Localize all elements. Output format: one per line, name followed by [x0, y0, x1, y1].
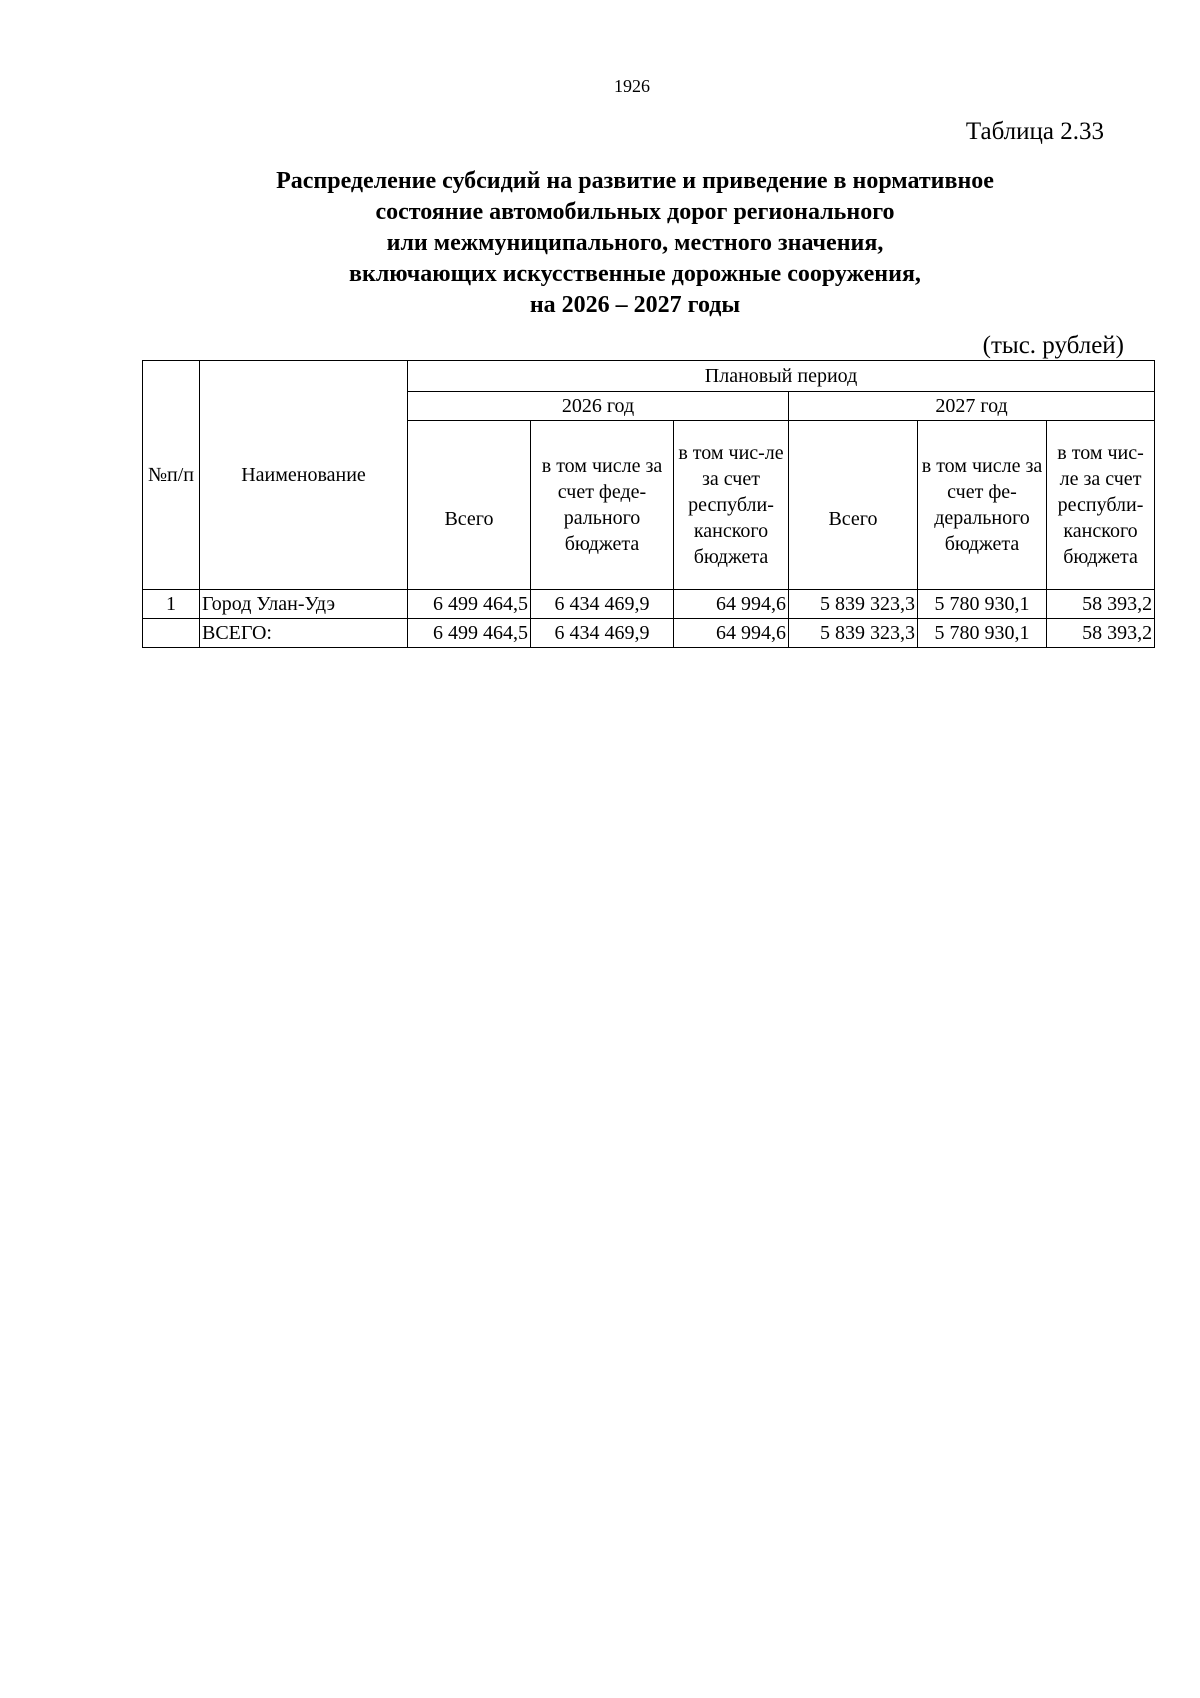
- cell-federal-2026: 6 434 469,9: [531, 619, 674, 648]
- cell-total-2027: 5 839 323,3: [789, 590, 918, 619]
- header-planned-period: [408, 361, 1155, 392]
- header-year-2026-label: 2026 год: [561, 395, 635, 417]
- page-number: 1926: [614, 76, 650, 96]
- header-year-2027: [789, 392, 1155, 421]
- cell-total-2026: 6 499 464,5: [408, 619, 531, 648]
- title-line-3: или межмуниципального, местного значения,: [386, 230, 884, 256]
- cell-federal-2027: 5 780 930,1: [918, 619, 1047, 648]
- title-line-2: состояние автомобильных дорог регионального: [375, 199, 895, 225]
- header-republic-2026: [674, 421, 789, 590]
- cell-federal-2026: 6 434 469,9: [531, 590, 674, 619]
- header-federal-2027-label: в том числе за счет фе-дерального бюджета: [921, 455, 1043, 555]
- header-total-2026-label: Всего: [444, 508, 494, 530]
- subsidy-table: [142, 360, 1155, 648]
- title-line-1: Распределение субсидий на развитие и приведение в нормативное: [276, 168, 994, 194]
- title-line-4: включающих искусственные дорожные сооружения,: [349, 261, 921, 287]
- cell-republic-2027: 58 393,2: [1047, 590, 1155, 619]
- header-republic-2026-label: в том чис-ле за счет республи-канского бюджета: [678, 442, 784, 568]
- header-republic-2027: [1047, 421, 1155, 590]
- header-total-2026: [408, 421, 531, 590]
- cell-name: ВСЕГО:: [200, 619, 408, 648]
- cell-federal-2027: 5 780 930,1: [918, 590, 1047, 619]
- header-federal-2026: [531, 421, 674, 590]
- table-row: [143, 590, 1155, 619]
- header-name-label: Наименование: [241, 464, 366, 486]
- cell-num: [143, 619, 200, 648]
- header-name: [200, 361, 408, 590]
- header-total-2027: [789, 421, 918, 590]
- cell-republic-2026: 64 994,6: [674, 619, 789, 648]
- header-year-2027-label: 2027 год: [935, 395, 1008, 417]
- header-federal-2027: [918, 421, 1047, 590]
- header-planned-period-label: Плановый период: [704, 365, 858, 387]
- header-federal-2026-label: в том числе за счет феде-рального бюджета: [541, 455, 663, 555]
- table-row-total: [143, 619, 1155, 648]
- units-label: (тыс. рублей): [982, 332, 1124, 359]
- header-year-2026: [408, 392, 789, 421]
- title-line-5: на 2026 – 2027 годы: [529, 292, 741, 318]
- table-label: Таблица 2.33: [965, 118, 1104, 145]
- document-title: [130, 166, 1140, 321]
- cell-name: Город Улан-Удэ: [200, 590, 408, 619]
- header-num-label: №п/п: [147, 464, 195, 486]
- cell-total-2027: 5 839 323,3: [789, 619, 918, 648]
- cell-num: 1: [143, 590, 200, 619]
- header-total-2027-label: Всего: [828, 508, 878, 530]
- cell-republic-2027: 58 393,2: [1047, 619, 1155, 648]
- cell-republic-2026: 64 994,6: [674, 590, 789, 619]
- header-num: [143, 361, 200, 590]
- header-republic-2027-label: в том чис-ле за счет республи-канского бюджета: [1057, 442, 1144, 568]
- cell-total-2026: 6 499 464,5: [408, 590, 531, 619]
